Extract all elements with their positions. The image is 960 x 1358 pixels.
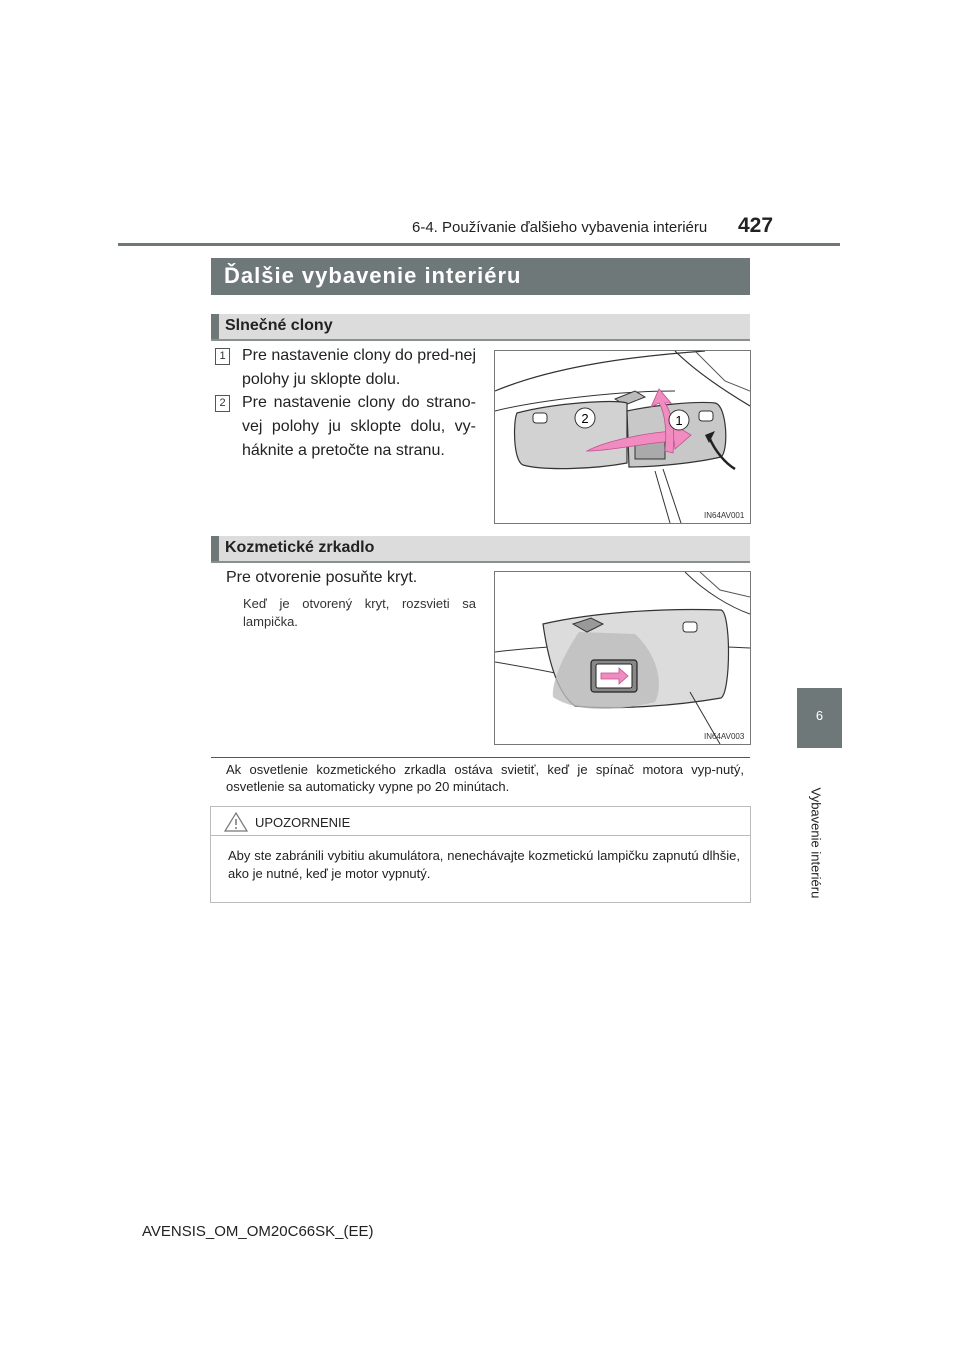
vanity-mirror-illustration xyxy=(494,571,751,745)
document-footer-code: AVENSIS_OM_OM20C66SK_(EE) xyxy=(142,1223,374,1240)
sun-visor-drawing xyxy=(495,351,750,523)
note-rule xyxy=(211,757,750,758)
subheading-vanity-mirror xyxy=(211,536,750,563)
subheading-accent xyxy=(211,536,219,561)
running-header-section: 6-4. Používanie ďalšieho vybavenia interiéru xyxy=(412,219,708,236)
warning-text: Aby ste zabránili vybitiu akumulátora, nenechávajte kozmetickú lampičku zapnutú dlhšie, ako je nutné, keď je motor vypnutý. xyxy=(228,848,740,881)
subheading-sun-visors xyxy=(211,314,750,341)
page-number: 427 xyxy=(738,214,774,237)
callout-2: 2 xyxy=(581,411,589,426)
warning-box xyxy=(210,806,751,903)
callout-1: 1 xyxy=(675,413,683,428)
figure-code: IN64AV003 xyxy=(704,732,745,741)
warning-triangle-icon xyxy=(223,811,249,833)
step-text: Pre nastavenie clony do strano-vej polohy ju sklopte dolu, vy-háknite a pretočte na stranu. xyxy=(242,394,476,459)
mirror-detail: Keď je otvorený kryt, rozsvieti sa lampička. xyxy=(243,596,476,629)
warning-label: UPOZORNENIE xyxy=(255,815,351,830)
chapter-label: Vybavenie interiéru xyxy=(808,787,824,899)
figure-code: IN64AV001 xyxy=(704,511,745,520)
vanity-mirror-drawing xyxy=(495,572,750,744)
section-title: Ďalšie vybavenie interiéru xyxy=(224,263,522,288)
step-text: Pre nastavenie clony do pred-nej polohy ju sklopte dolu. xyxy=(242,347,476,388)
chapter-number: 6 xyxy=(815,708,824,723)
note-text: Ak osvetlenie kozmetického zrkadla ostáva svietiť, keď je spínač motora vyp-nutý, osvetlenie sa automaticky vypne po 20 minútach. xyxy=(226,762,744,794)
mirror-instruction: Pre otvorenie posuňte kryt. xyxy=(226,569,418,586)
warning-header xyxy=(211,807,750,836)
subheading-label: Slnečné clony xyxy=(225,317,333,334)
step-number-badge: 1 xyxy=(215,348,230,365)
header-rule xyxy=(118,243,840,246)
sun-visor-illustration xyxy=(494,350,751,524)
step-number-badge: 2 xyxy=(215,395,230,412)
subheading-label: Kozmetické zrkadlo xyxy=(225,539,375,556)
subheading-accent xyxy=(211,314,219,339)
